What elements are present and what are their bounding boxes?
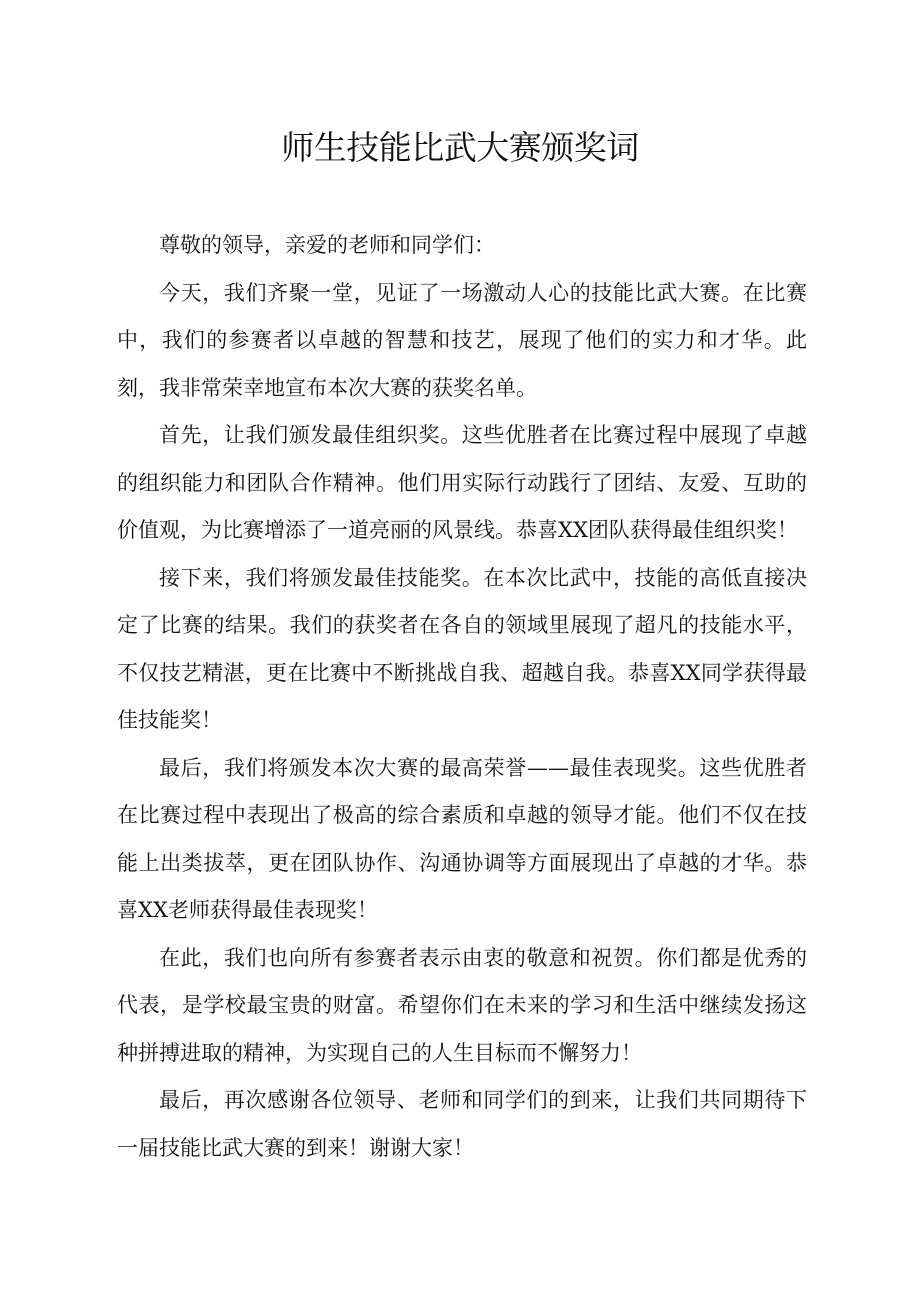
paragraph-opening: 今天，我们齐聚一堂，见证了一场激动人心的技能比武大赛。在比赛中，我们的参赛者以卓越的智慧和技艺，展现了他们的实力和才华。此刻，我非常荣幸地宣布本次大赛的获奖名单。: [117, 280, 807, 400]
document-body: [117, 222, 807, 1172]
salutation: 尊敬的领导，亲爱的老师和同学们：: [159, 233, 495, 257]
paragraph-closing: 最后，再次感谢各位领导、老师和同学们的到来，让我们共同期待下一届技能比武大赛的到来！谢谢大家！: [117, 1088, 807, 1160]
paragraph-congratulations: 在此，我们也向所有参赛者表示由衷的敬意和祝贺。你们都是优秀的代表，是学校最宝贵的财富。希望你们在未来的学习和生活中继续发扬这种拼搏进取的精神，为实现自己的人生目标而不懈努力！: [117, 945, 807, 1065]
paragraph-best-organization-award: 首先，让我们颁发最佳组织奖。这些优胜者在比赛过程中展现了卓越的组织能力和团队合作精神。他们用实际行动践行了团结、友爱、互助的价值观，为比赛增添了一道亮丽的风景线。恭喜XX团队获得最佳组织奖！: [117, 423, 807, 542]
paragraph-best-performance-award: 最后，我们将颁发本次大赛的最高荣誉——最佳表现奖。这些优胜者在比赛过程中表现出了极高的综合素质和卓越的领导才能。他们不仅在技能上出类拔萃，更在团队协作、沟通协调等方面展现出了卓越的才华。恭喜XX老师获得最佳表现奖！: [117, 755, 807, 922]
paragraph-best-skill-award: 接下来，我们将颁发最佳技能奖。在本次比武中，技能的高低直接决定了比赛的结果。我们的获奖者在各自的领域里展现了超凡的技能水平，不仅技艺精湛，更在比赛中不断挑战自我、超越自我。恭喜XX同学获得最佳技能奖！: [117, 565, 807, 732]
document-title: 师生技能比武大赛颁奖词: [281, 128, 639, 167]
